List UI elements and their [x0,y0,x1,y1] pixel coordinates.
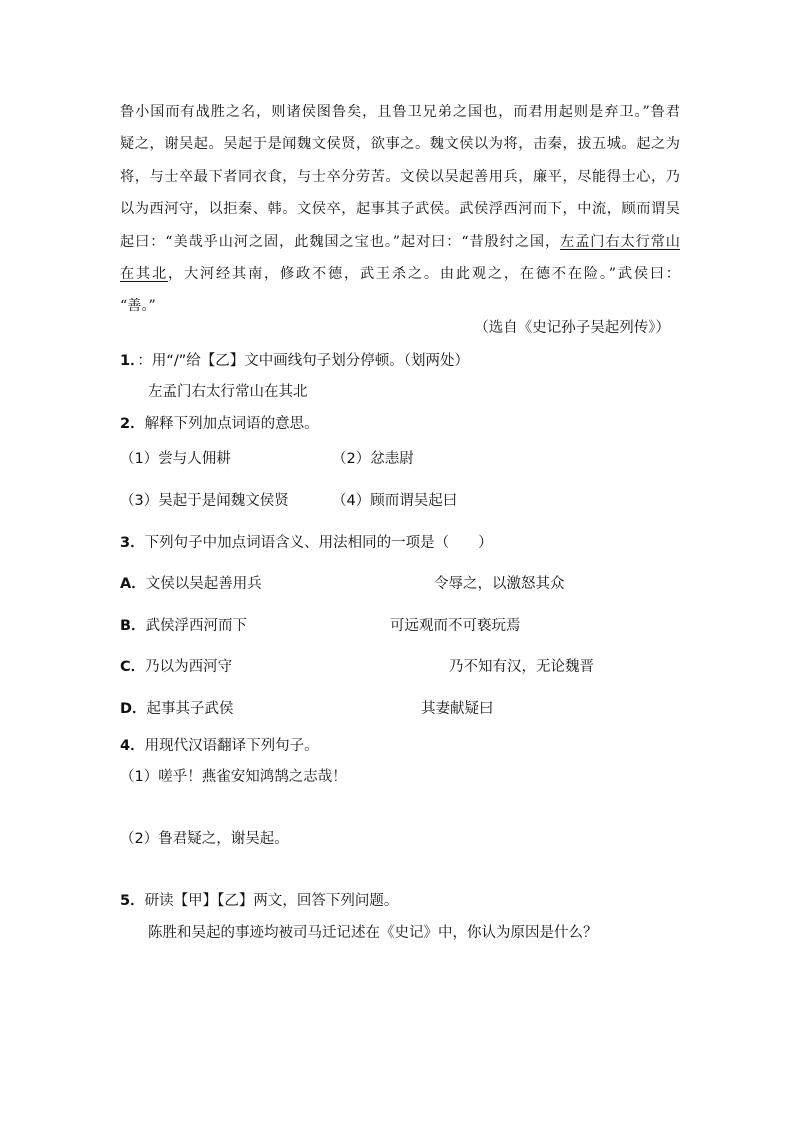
question-number: 5． [120,893,145,909]
classical-passage [120,96,680,323]
option-a [120,573,262,595]
question-3 [120,532,493,554]
passage-line: 将，与士卒最下者同衣食，与士卒分劳苦。文侯以吴起善用兵，廉平，尽能得士心，乃 [120,168,680,185]
passage-line [120,226,680,258]
option-d-right: 其妻献疑曰 [421,701,494,717]
passage-text: 起曰：“美哉乎山河之固，此魏国之宝也。”起对曰：“昔殷纣之国， [120,233,561,250]
question-2 [120,413,319,435]
option-label: A． [120,576,146,592]
option-b [120,615,247,637]
question-text: 用现代汉语翻译下列句子。 [144,738,319,754]
option-left: 乃以为西河守 [145,659,233,675]
passage-line: 鲁小国而有战胜之名，则诸侯图鲁矣，且鲁卫兄弟之国也，而君用起则是弃卫。”鲁君 [120,104,680,120]
question-number: 2． [120,416,145,432]
passage-text: ，大河经其南，修政不德，武王杀之。由此观之，在德不在险。”武侯曰： [168,265,680,282]
question-text: 下列句子中加点词语含义、用法相同的一项是（ ） [144,535,493,551]
option-d [120,698,234,720]
question-text: 解释下列加点词语的意思。 [144,416,319,432]
question-number: 4． [120,738,145,754]
option-c [120,656,232,678]
passage-line: “善。” [120,298,156,315]
question-2-item: （2）忿恚尉 [332,451,414,467]
question-2-item: （4）顾而谓吴起曰 [332,493,458,509]
option-b-right: 可远观而不可亵玩焉 [390,618,521,634]
option-left: 武侯浮西河而下 [145,618,248,634]
passage-line: 疑之，谢吴起。吴起于是闻魏文侯贤，欲事之。魏文侯以为将，击秦，拔五城。起之为 [120,136,680,153]
option-label: D． [120,701,147,717]
option-c-right: 乃不知有汉，无论魏晋 [449,659,594,675]
question-1-sentence: 左孟门右太行常山在其北 [148,384,308,400]
question-text: ：用“/”给【乙】文中画线句子划分停顿。（划两处） [137,353,470,369]
underlined-sentence: 左孟门右太行常山 [560,233,680,250]
option-left: 文侯以吴起善用兵 [145,576,262,592]
option-label: C． [120,659,146,675]
question-4-item: （1）嗟乎！燕雀安知鸿鹄之志哉！ [120,769,347,785]
question-1 [120,350,469,372]
option-a-right: 令辱之，以激怒其众 [434,576,565,592]
question-5 [120,890,398,912]
question-text: 研读【甲】【乙】两文，回答下列问题。 [144,893,399,909]
question-5-prompt: 陈胜和吴起的事迹均被司马迁记述在《史记》中，你认为原因是什么？ [148,925,598,941]
passage-source: （选自《史记孙子吴起列传》） [474,320,670,336]
question-number: 3． [120,535,145,551]
option-left: 起事其子武侯 [146,701,234,717]
question-4-item: （2）鲁君疑之，谢吴起。 [120,831,289,847]
option-label: B． [120,618,146,634]
question-2-item: （1）尝与人佣耕 [120,451,231,467]
question-2-item: （3）吴起于是闻魏文侯贤 [120,493,289,509]
question-number: 1． [120,353,138,369]
question-4 [120,735,319,757]
underlined-sentence: 在其北 [120,265,168,282]
passage-line: 以为西河守，以拒秦、韩。文侯卒，起事其子武侯。武侯浮西河而下，中流，顾而谓吴 [120,201,680,218]
passage-line [120,258,680,290]
